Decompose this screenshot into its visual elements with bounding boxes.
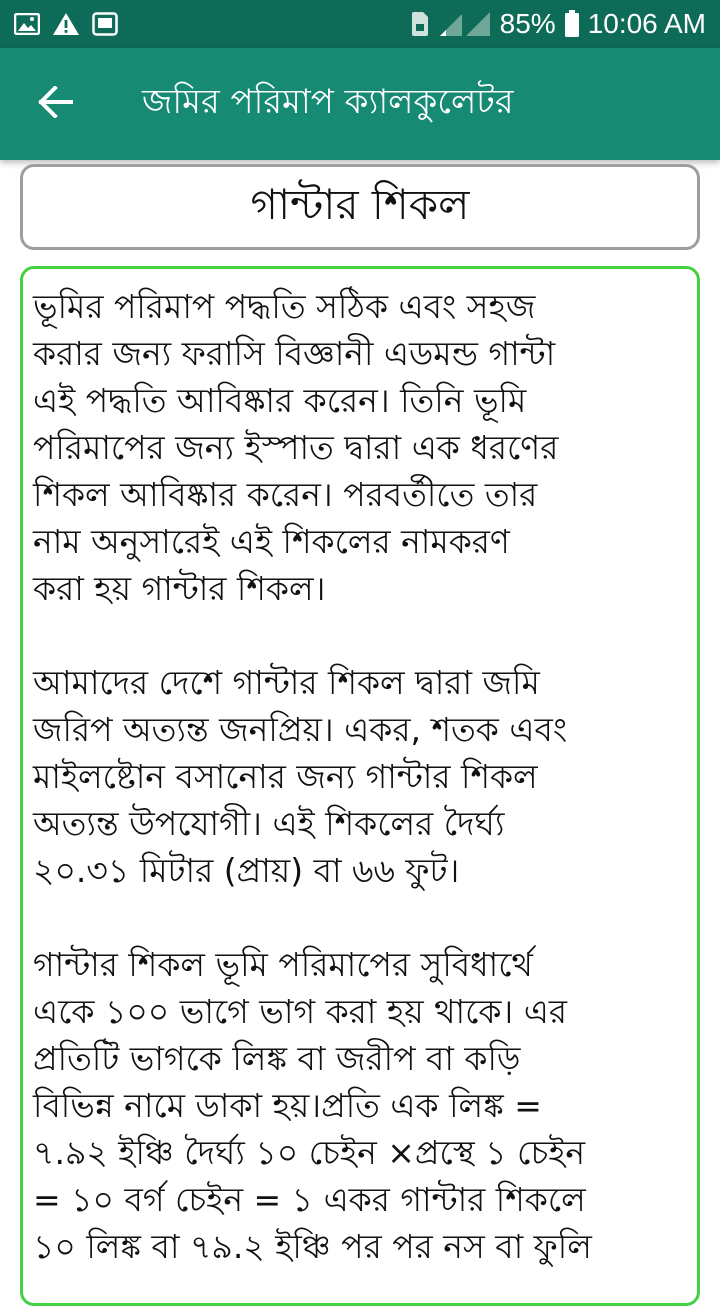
warning-icon (52, 12, 80, 36)
clock: 10:06 AM (587, 8, 706, 39)
section-heading: গান্টার শিকল (250, 179, 470, 229)
arrow-left-icon (38, 86, 74, 122)
screen-icon (92, 12, 118, 36)
signal-icon (438, 11, 492, 37)
app-bar (0, 48, 720, 160)
paragraph-2: আমাদের দেশে গান্টার শিকল দ্বারা জমি জরিপ অত্যন্ত জনপ্রিয়। একর, শতক এবং মাইলষ্টোন বসানোর জন্য গান্টার শিকল অত্যন্ত উপযোগী। এই শিকলের দৈর্ঘ্য ২০.৩১ মিটার (প্রায়) বা ৬৬ ফুট। (33, 663, 568, 890)
battery-icon (564, 10, 580, 38)
paragraph-1: ভূমির পরিমাপ পদ্ধতি সঠিক এবং সহজ করার জন্য ফরাসি বিজ্ঞানী এডমন্ড গান্টা এই পদ্ধতি আবিষ্কার করেন। তিনি ভূমি পরিমাপের জন্য ইস্পাত দ্বারা এক ধরণের শিকল আবিষ্কার করেন। পরবর্তীতে তার নাম অনুসারেই এই শিকলের নামকরণ করা হয় গান্টার শিকল। (33, 287, 559, 608)
battery-percent: 85% (499, 8, 556, 39)
back-button[interactable] (0, 48, 112, 160)
paragraph-3: গান্টার শিকল ভূমি পরিমাপের সুবিধার্থে একে ১০০ ভাগে ভাগ করা হয় থাকে। এর প্রতিটি ভাগকে লিঙ্ক বা জরীপ বা কড়ি বিভিন্ন নামে ডাকা হয়।প্রতি এক লিঙ্ক = ৭.৯২ ইঞ্চি দৈর্ঘ্য ১০ চেইন ×প্রস্থে ১ চেইন = ১০ বর্গ চেইন = ১ একর গান্টার শিকলে ১০ লিঙ্ক বা ৭৯.২ ইঞ্চি পর পর নস বা ফুলি (33, 945, 592, 1266)
sim-icon (410, 11, 430, 37)
page-title: জমির পরিমাপ ক্যালকুলেটর (142, 81, 514, 122)
status-bar (0, 0, 720, 48)
article-content[interactable] (20, 266, 700, 1306)
section-heading-box (20, 164, 700, 250)
gallery-icon (14, 13, 40, 35)
